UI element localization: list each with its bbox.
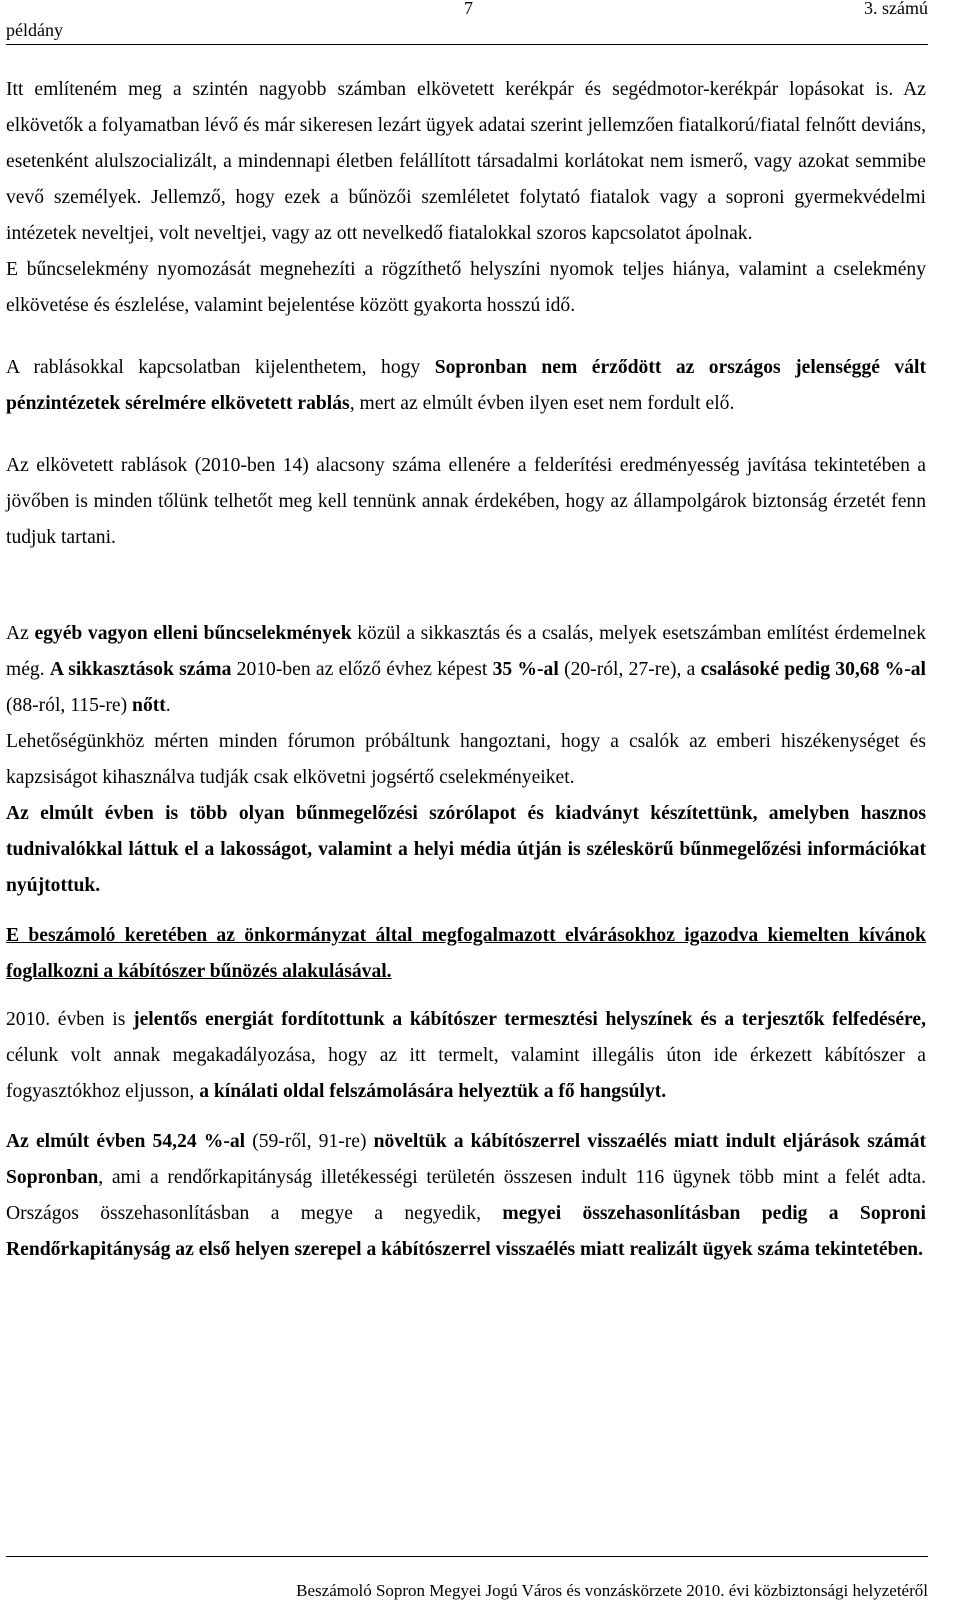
bold-text: A sikkasztások száma: [49, 659, 232, 680]
text: Az: [6, 623, 35, 644]
bold-text: növeltük a kábítószerrel visszaélés miatt indult eljárások számát Sopronban: [6, 1131, 926, 1188]
paragraph-prevention: [6, 796, 926, 904]
text: Az elkövetők a folyamatban lévő és már sikeresen lezárt ügyek adatai szerint jellemzően fiatalkorú/fiatal felnőtt deviáns, esetenként alulszocializált, a mindennapi életben felállított társadalmi korlátokat nem ismerő, vagy azokat semmibe vevő személyek.: [6, 79, 926, 208]
paragraph-property-crimes: [6, 616, 926, 724]
text: , ami a rendőrkapitányság illetékességi területén összesen indult 116 ügynek több mint a felét adta. Országos összehasonlításban a megye a negyedik,: [6, 1167, 926, 1224]
page-header: [6, 0, 928, 45]
paragraph-robbery: [6, 350, 926, 422]
bold-text: megyei összehasonlításban pedig a Soproni Rendőrkapitányság az első helyen szerepel a kábítószerrel visszaélés miatt realizált ügyek száma tekintetében.: [6, 1203, 927, 1260]
paragraph-bicycle-theft: [6, 72, 926, 252]
text: közül a sikkasztás és a csalás, melyek esetszámban említést érdemelnek még.: [6, 623, 926, 680]
page-footer: [6, 1556, 928, 1601]
text: Jellemző, hogy ezek a bűnözői szemléletet folytató fiatalok vagy a soproni gyermekvédelmi intézetek neveltjei, volt neveltjei, vagy az ott nevelkedő fiatalokkal szoros kapcsolatot ápolnak.: [6, 187, 927, 244]
text: A rablásokkal kapcsolatban kijelenthetem, hogy: [6, 357, 435, 378]
bold-text: nőtt: [132, 695, 166, 716]
bold-text: Az elmúlt évben is több olyan bűnmegelőzési szórólapot és kiadványt készítettünk, amelyben hasznos tudnivalókkal láttuk el a lakosságot, valamint a helyi média útján is széleskörű bűnmegelőzési információkat nyújtottuk.: [6, 803, 926, 896]
text: .: [165, 695, 171, 716]
bold-text: egyéb vagyon elleni bűncselekmények: [34, 623, 352, 644]
text: célunk volt annak megakadályozása, hogy az itt termelt, valamint illegális úton ide érkezett kábítószer a fogyasztókhoz eljusson,: [6, 1045, 926, 1102]
bold-text: jelentős energiát fordítottunk a kábítószer termesztési helyszínek és a terjesztők felfedésére,: [133, 1009, 926, 1030]
header-left-text: példány: [6, 20, 63, 40]
document-body: [6, 72, 926, 1268]
text: (59-ről, 91-re): [245, 1131, 374, 1152]
bold-text: csalásoké pedig 30,68 %-al: [700, 659, 926, 680]
text: (20-ról, 27-re), a: [558, 659, 701, 680]
text: 2010-ben az előző évhez képest: [231, 659, 493, 680]
bold-text: Sopronban nem érződött az országos jelenséggé vált pénzintézetek sérelmére elkövetett rablás: [6, 357, 926, 414]
paragraph-drug-cases: [6, 1124, 926, 1268]
text: (88-ról, 115-re): [6, 695, 133, 716]
paragraph-drug-production: [6, 1002, 926, 1110]
bold-text: Az elmúlt évben 54,24 %-al: [6, 1131, 246, 1152]
bold-text: a kínálati oldal felszámolására helyeztük a fő hangsúlyt.: [199, 1081, 667, 1102]
text: , mert az elmúlt évben ilyen eset nem fordult elő.: [349, 393, 735, 414]
text: Itt említeném meg a szintén nagyobb számban elkövetett kerékpár és segédmotor-kerékpár lopásokat is.: [6, 79, 894, 100]
paragraph-fraud-awareness: Lehetőségünkhöz mérten minden fórumon próbáltunk hangoztani, hogy a csalók az emberi hiszékenységet és kapzsiságot kihasználva tudják csak elkövetni jogsértő cselekményeiket.: [6, 731, 926, 788]
page-number: 7: [464, 0, 473, 18]
bold-text: 35 %-al: [492, 659, 559, 680]
footer-text: Beszámoló Sopron Megyei Jogú Város és vonzáskörzete 2010. évi közbiztonsági helyzetéről: [296, 1581, 928, 1600]
header-right-text: 3. számú: [864, 0, 928, 18]
paragraph-investigation: E bűncselekmény nyomozását megnehezíti a rögzíthető helyszíni nyomok teljes hiánya, valamint a cselekmény elkövetése és észlelése, valamint bejelentése között gyakorta hosszú idő.: [6, 259, 926, 316]
paragraph-robbery-count: Az elkövetett rablások (2010-ben 14) alacsony száma ellenére a felderítési eredményesség javítása tekintetében a jövőben is minden tőlünk telhetőt meg kell tennünk annak érdekében, hogy az állampolgárok biztonság érzetét fenn tudjuk tartani.: [6, 455, 926, 548]
section-heading: E beszámoló keretében az önkormányzat által megfogalmazott elvárásokhoz igazodva kiemelten kívánok foglalkozni a kábítószer bűnözés alakulásával.: [6, 925, 926, 982]
text: 2010. évben is: [6, 1009, 134, 1030]
